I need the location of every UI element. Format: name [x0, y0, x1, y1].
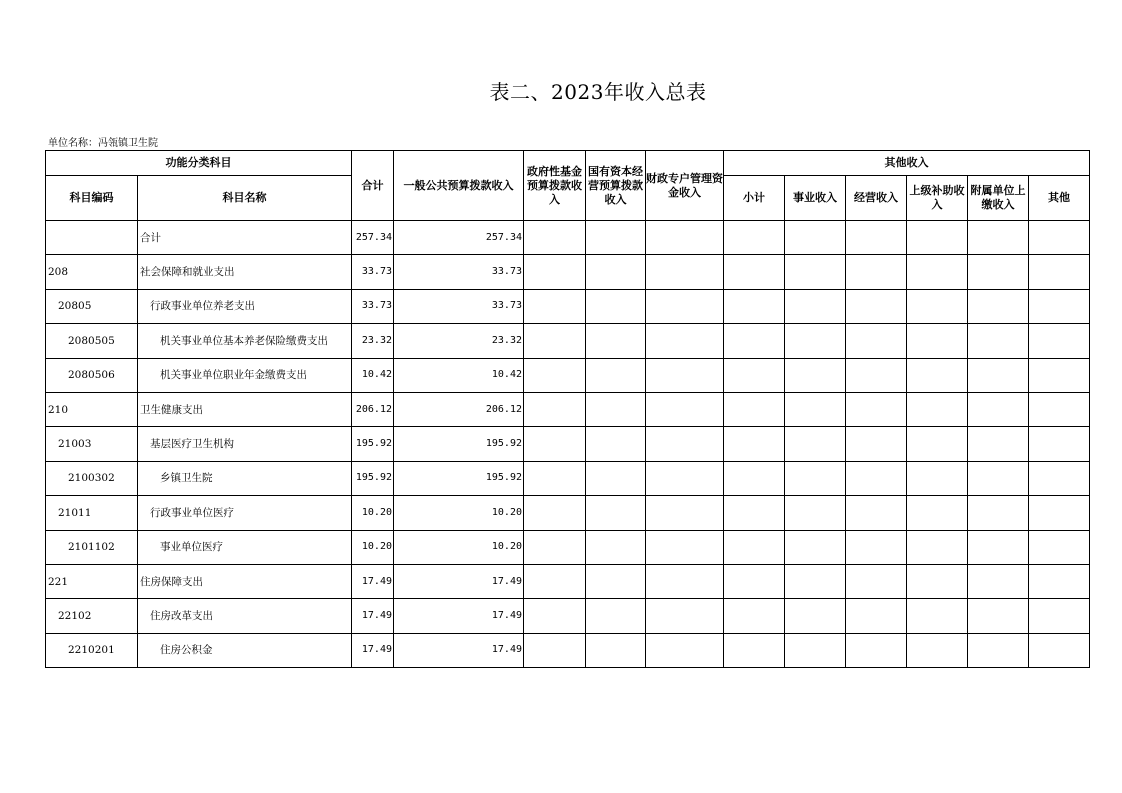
cell-operating	[846, 530, 907, 564]
table-row	[46, 599, 1090, 633]
cell-other	[1029, 461, 1090, 495]
cell-name: 行政事业单位养老支出	[138, 289, 352, 323]
cell-general-budget: 23.32	[394, 324, 524, 358]
cell-affiliated	[968, 427, 1029, 461]
cell-operating	[846, 221, 907, 255]
cell-general-budget: 257.34	[394, 221, 524, 255]
header-affiliated: 附属单位上缴收入	[968, 176, 1029, 221]
cell-total: 206.12	[352, 392, 394, 426]
header-code: 科目编码	[46, 176, 138, 221]
cell-business	[785, 255, 846, 289]
cell-gov-fund	[524, 633, 586, 667]
cell-name: 机关事业单位职业年金缴费支出	[138, 358, 352, 392]
cell-business	[785, 599, 846, 633]
table-row	[46, 564, 1090, 598]
income-summary-table	[45, 150, 1090, 668]
cell-gov-fund	[524, 289, 586, 323]
cell-state-capital	[586, 324, 646, 358]
cell-business	[785, 221, 846, 255]
cell-state-capital	[586, 358, 646, 392]
cell-name: 基层医疗卫生机构	[138, 427, 352, 461]
cell-gov-fund	[524, 427, 586, 461]
header-other: 其他	[1029, 176, 1090, 221]
cell-superior-subsidy	[907, 633, 968, 667]
header-operating: 经营收入	[846, 176, 907, 221]
cell-gov-fund	[524, 324, 586, 358]
cell-total: 17.49	[352, 599, 394, 633]
cell-total: 257.34	[352, 221, 394, 255]
cell-operating	[846, 599, 907, 633]
cell-superior-subsidy	[907, 599, 968, 633]
cell-other	[1029, 289, 1090, 323]
cell-total: 10.42	[352, 358, 394, 392]
cell-fiscal-special	[646, 255, 724, 289]
cell-superior-subsidy	[907, 289, 968, 323]
cell-superior-subsidy	[907, 255, 968, 289]
cell-subtotal	[724, 564, 785, 598]
cell-affiliated	[968, 564, 1029, 598]
cell-other	[1029, 427, 1090, 461]
cell-business	[785, 358, 846, 392]
cell-general-budget: 33.73	[394, 289, 524, 323]
header-superior-subsidy: 上级补助收入	[907, 176, 968, 221]
cell-total: 33.73	[352, 255, 394, 289]
header-fiscal-special: 财政专户管理资金收入	[646, 151, 724, 221]
cell-fiscal-special	[646, 633, 724, 667]
cell-code: 2210201	[46, 633, 138, 667]
header-subtotal: 小计	[724, 176, 785, 221]
cell-name: 卫生健康支出	[138, 392, 352, 426]
cell-other	[1029, 564, 1090, 598]
cell-general-budget: 10.42	[394, 358, 524, 392]
cell-subtotal	[724, 392, 785, 426]
cell-other	[1029, 599, 1090, 633]
cell-fiscal-special	[646, 221, 724, 255]
cell-general-budget: 10.20	[394, 530, 524, 564]
cell-fiscal-special	[646, 564, 724, 598]
cell-business	[785, 564, 846, 598]
cell-operating	[846, 564, 907, 598]
header-general-budget: 一般公共预算拨款收入	[394, 151, 524, 221]
cell-subtotal	[724, 633, 785, 667]
cell-superior-subsidy	[907, 392, 968, 426]
cell-total: 17.49	[352, 564, 394, 598]
cell-total: 195.92	[352, 427, 394, 461]
table-row	[46, 530, 1090, 564]
cell-name: 住房保障支出	[138, 564, 352, 598]
cell-other	[1029, 530, 1090, 564]
cell-name: 住房公积金	[138, 633, 352, 667]
cell-general-budget: 206.12	[394, 392, 524, 426]
cell-code: 2100302	[46, 461, 138, 495]
cell-subtotal	[724, 427, 785, 461]
cell-state-capital	[586, 633, 646, 667]
table-row	[46, 496, 1090, 530]
cell-state-capital	[586, 221, 646, 255]
cell-gov-fund	[524, 564, 586, 598]
cell-code: 21003	[46, 427, 138, 461]
cell-general-budget: 17.49	[394, 564, 524, 598]
cell-business	[785, 324, 846, 358]
cell-subtotal	[724, 358, 785, 392]
cell-name: 行政事业单位医疗	[138, 496, 352, 530]
cell-business	[785, 496, 846, 530]
cell-affiliated	[968, 255, 1029, 289]
cell-fiscal-special	[646, 427, 724, 461]
cell-code: 2080505	[46, 324, 138, 358]
cell-affiliated	[968, 392, 1029, 426]
cell-subtotal	[724, 255, 785, 289]
page-title: 表二、2023年收入总表	[489, 80, 707, 104]
cell-total: 23.32	[352, 324, 394, 358]
cell-other	[1029, 358, 1090, 392]
cell-business	[785, 427, 846, 461]
cell-superior-subsidy	[907, 427, 968, 461]
cell-operating	[846, 358, 907, 392]
cell-affiliated	[968, 324, 1029, 358]
cell-gov-fund	[524, 392, 586, 426]
cell-gov-fund	[524, 255, 586, 289]
cell-general-budget: 10.20	[394, 496, 524, 530]
cell-subtotal	[724, 289, 785, 323]
cell-state-capital	[586, 530, 646, 564]
cell-gov-fund	[524, 221, 586, 255]
cell-affiliated	[968, 599, 1029, 633]
cell-total: 10.20	[352, 530, 394, 564]
cell-fiscal-special	[646, 358, 724, 392]
header-total: 合计	[352, 151, 394, 221]
table-row	[46, 289, 1090, 323]
cell-fiscal-special	[646, 496, 724, 530]
cell-gov-fund	[524, 530, 586, 564]
cell-name: 社会保障和就业支出	[138, 255, 352, 289]
cell-total: 17.49	[352, 633, 394, 667]
table-row	[46, 392, 1090, 426]
cell-affiliated	[968, 358, 1029, 392]
cell-total: 33.73	[352, 289, 394, 323]
cell-superior-subsidy	[907, 358, 968, 392]
table-row	[46, 221, 1090, 255]
cell-code: 21011	[46, 496, 138, 530]
cell-fiscal-special	[646, 392, 724, 426]
cell-operating	[846, 392, 907, 426]
cell-affiliated	[968, 461, 1029, 495]
cell-operating	[846, 324, 907, 358]
cell-general-budget: 33.73	[394, 255, 524, 289]
cell-operating	[846, 461, 907, 495]
cell-code: 20805	[46, 289, 138, 323]
cell-operating	[846, 427, 907, 461]
cell-subtotal	[724, 221, 785, 255]
cell-subtotal	[724, 461, 785, 495]
cell-affiliated	[968, 633, 1029, 667]
cell-code: 221	[46, 564, 138, 598]
cell-business	[785, 633, 846, 667]
cell-other	[1029, 255, 1090, 289]
header-func-group: 功能分类科目	[46, 151, 352, 176]
cell-code: 2080506	[46, 358, 138, 392]
cell-subtotal	[724, 530, 785, 564]
table-row	[46, 633, 1090, 667]
cell-operating	[846, 496, 907, 530]
cell-total: 10.20	[352, 496, 394, 530]
cell-fiscal-special	[646, 530, 724, 564]
table-row	[46, 358, 1090, 392]
cell-affiliated	[968, 221, 1029, 255]
table-row	[46, 255, 1090, 289]
cell-subtotal	[724, 599, 785, 633]
cell-subtotal	[724, 496, 785, 530]
cell-gov-fund	[524, 599, 586, 633]
cell-fiscal-special	[646, 599, 724, 633]
cell-state-capital	[586, 255, 646, 289]
cell-subtotal	[724, 324, 785, 358]
cell-code: 208	[46, 255, 138, 289]
cell-gov-fund	[524, 496, 586, 530]
cell-general-budget: 17.49	[394, 633, 524, 667]
cell-code	[46, 221, 138, 255]
cell-fiscal-special	[646, 461, 724, 495]
cell-superior-subsidy	[907, 324, 968, 358]
cell-state-capital	[586, 496, 646, 530]
cell-general-budget: 195.92	[394, 461, 524, 495]
cell-other	[1029, 324, 1090, 358]
cell-business	[785, 289, 846, 323]
cell-other	[1029, 496, 1090, 530]
cell-operating	[846, 289, 907, 323]
cell-affiliated	[968, 496, 1029, 530]
cell-other	[1029, 392, 1090, 426]
table-row	[46, 324, 1090, 358]
unit-name-label: 单位名称：冯瓴镇卫生院	[48, 138, 158, 149]
cell-code: 22102	[46, 599, 138, 633]
cell-gov-fund	[524, 461, 586, 495]
cell-fiscal-special	[646, 289, 724, 323]
cell-operating	[846, 633, 907, 667]
cell-state-capital	[586, 599, 646, 633]
cell-state-capital	[586, 564, 646, 598]
cell-business	[785, 461, 846, 495]
cell-name: 住房改革支出	[138, 599, 352, 633]
cell-gov-fund	[524, 358, 586, 392]
cell-fiscal-special	[646, 324, 724, 358]
cell-name: 机关事业单位基本养老保险缴费支出	[138, 324, 352, 358]
cell-name: 合计	[138, 221, 352, 255]
table-row	[46, 427, 1090, 461]
cell-business	[785, 530, 846, 564]
table-row	[46, 461, 1090, 495]
header-other-group: 其他收入	[724, 151, 1090, 176]
cell-state-capital	[586, 392, 646, 426]
cell-affiliated	[968, 289, 1029, 323]
cell-operating	[846, 255, 907, 289]
cell-other	[1029, 221, 1090, 255]
cell-superior-subsidy	[907, 564, 968, 598]
cell-state-capital	[586, 289, 646, 323]
cell-general-budget: 195.92	[394, 427, 524, 461]
cell-other	[1029, 633, 1090, 667]
cell-superior-subsidy	[907, 461, 968, 495]
cell-business	[785, 392, 846, 426]
cell-general-budget: 17.49	[394, 599, 524, 633]
cell-code: 210	[46, 392, 138, 426]
header-name: 科目名称	[138, 176, 352, 221]
cell-name: 事业单位医疗	[138, 530, 352, 564]
header-state-capital: 国有资本经营预算拨款收入	[586, 151, 646, 221]
cell-code: 2101102	[46, 530, 138, 564]
cell-affiliated	[968, 530, 1029, 564]
cell-total: 195.92	[352, 461, 394, 495]
header-business: 事业收入	[785, 176, 846, 221]
cell-superior-subsidy	[907, 530, 968, 564]
cell-name: 乡镇卫生院	[138, 461, 352, 495]
header-gov-fund: 政府性基金预算拨款收入	[524, 151, 586, 221]
cell-state-capital	[586, 427, 646, 461]
cell-superior-subsidy	[907, 221, 968, 255]
cell-superior-subsidy	[907, 496, 968, 530]
cell-state-capital	[586, 461, 646, 495]
